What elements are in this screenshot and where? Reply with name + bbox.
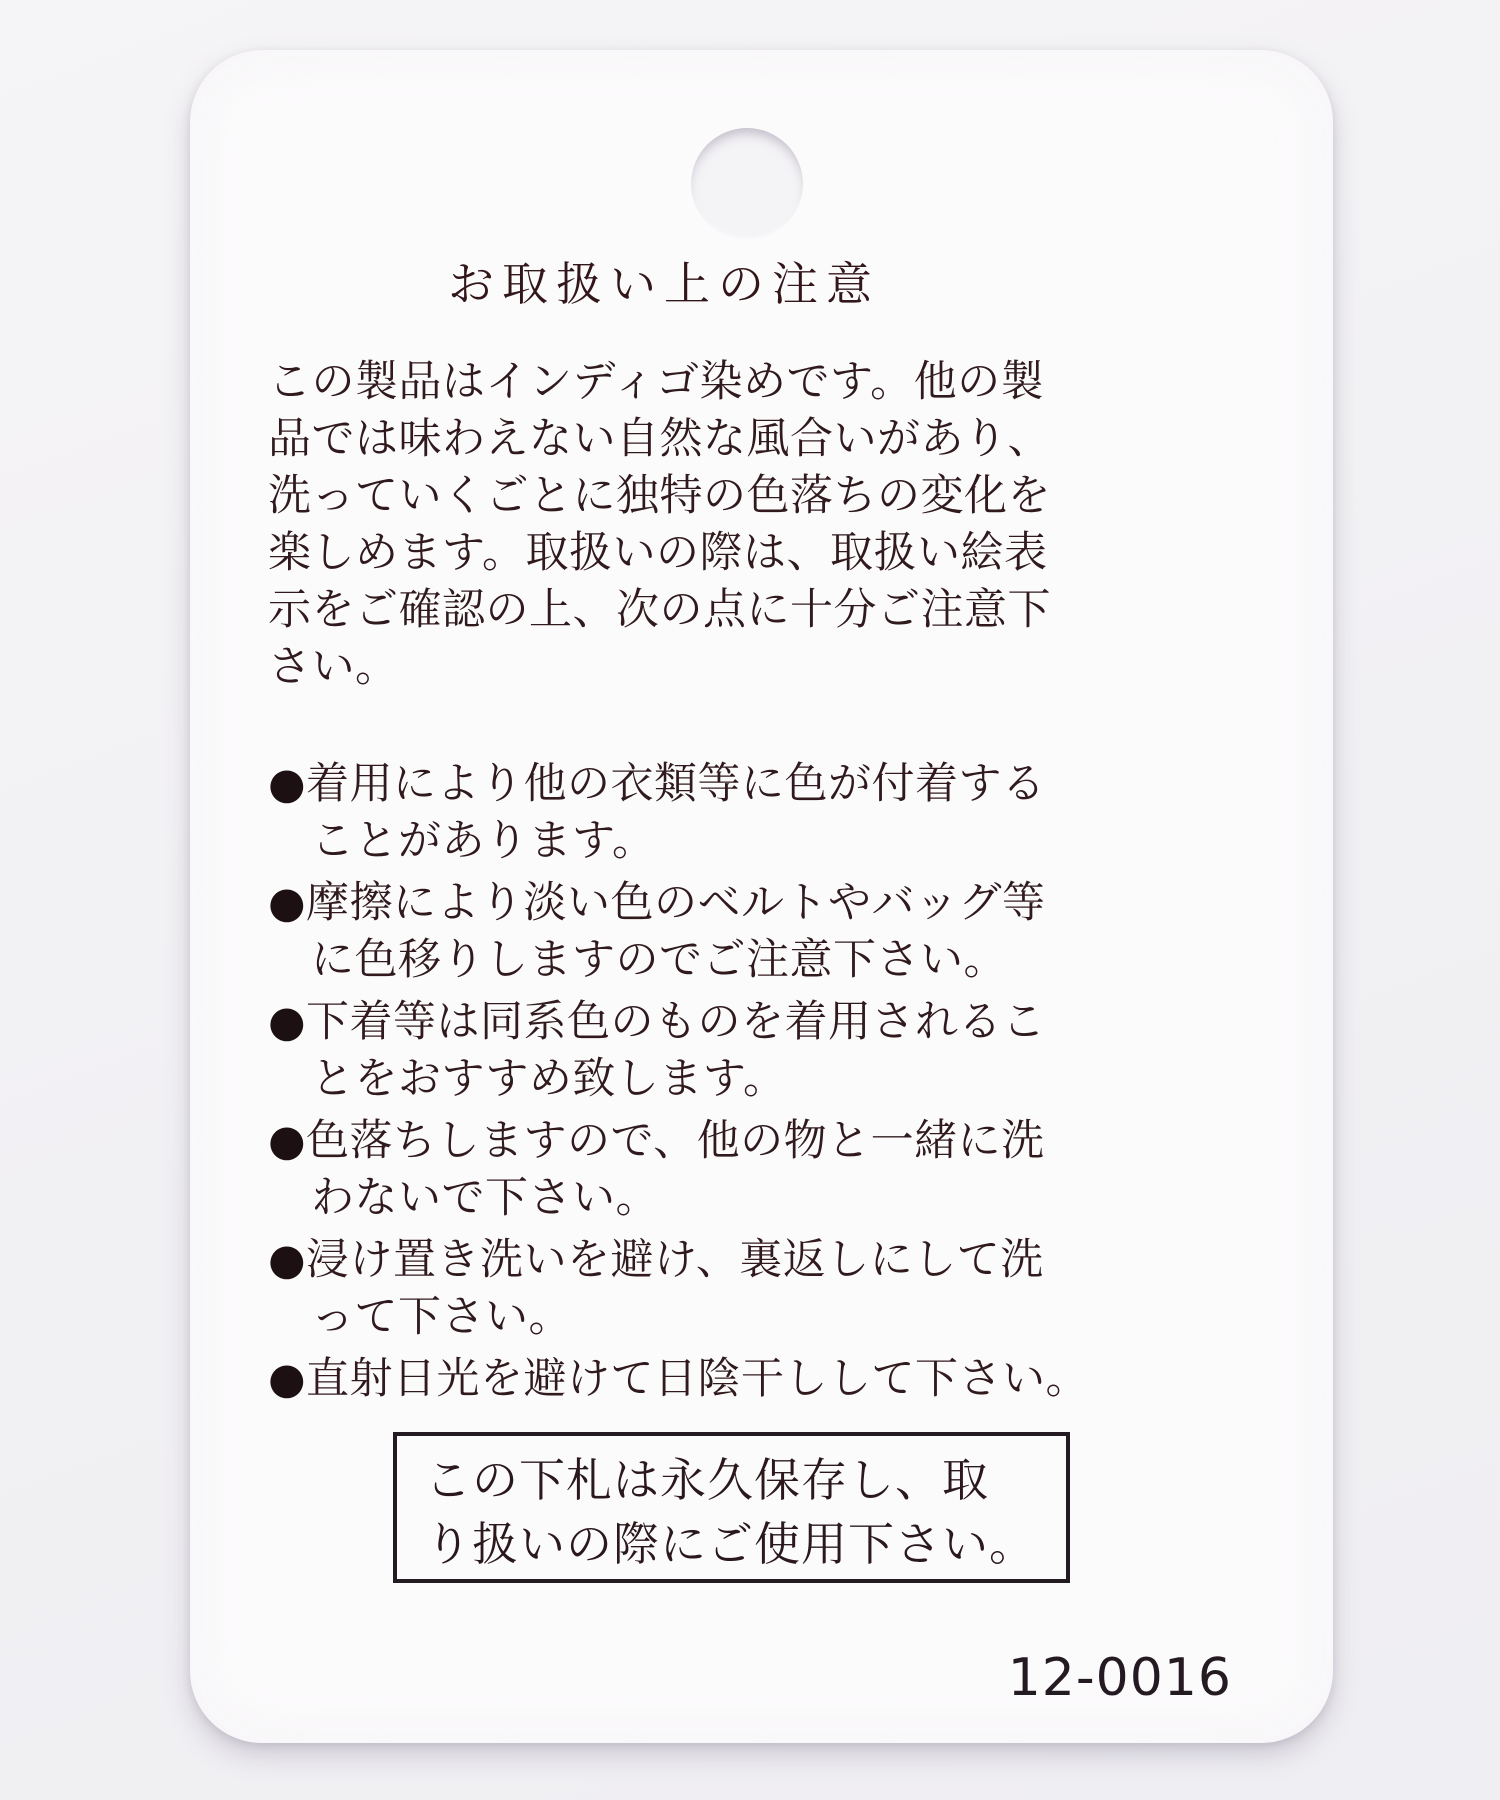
intro-line: 洗っていくごとに独特の色落ちの変化を (268, 471, 1051, 521)
intro-line: 楽しめます。取扱いの際は、取扱い絵表 (268, 528, 1048, 578)
bullet-circle-icon: ● (268, 878, 307, 928)
bullet-line (268, 756, 1060, 813)
bullet-text: 浸け置き洗いを避け、裏返しにして洗 (306, 1235, 1044, 1285)
intro-line: この製品はインディゴ染めです。他の製 (268, 357, 1045, 407)
bullet-item (268, 1113, 1060, 1227)
tag-content (268, 248, 1090, 1408)
bullet-line (268, 1232, 1060, 1289)
bullet-circle-icon: ● (268, 1116, 307, 1166)
intro-line: 示をご確認の上、次の点に十分ご注意下 (268, 585, 1051, 635)
bullet-line (268, 1351, 1090, 1408)
product-code: 12-0016 (1007, 1648, 1232, 1708)
bullet-item (268, 1232, 1060, 1346)
notice-line: り扱いの際にご使用下さい。 (425, 1517, 1036, 1571)
retention-notice-box (393, 1432, 1070, 1583)
bullet-line: って下さい。 (311, 1292, 572, 1342)
bullet-line: わないで下さい。 (311, 1173, 659, 1223)
bullet-circle-icon: ● (268, 759, 307, 809)
bullet-item (268, 1351, 1090, 1408)
notice-line: この下札は永久保存し、取 (425, 1453, 989, 1507)
bullet-circle-icon: ● (268, 1235, 307, 1285)
bullet-circle-icon: ● (268, 1354, 307, 1404)
bullet-text: 色落ちしますので、他の物と一緒に洗 (306, 1116, 1045, 1166)
bullet-item (268, 756, 1060, 870)
bullet-line: に色移りしますのでご注意下さい。 (311, 935, 1007, 985)
bullet-line (268, 875, 1060, 932)
bullet-text: 直射日光を避けて日陰干しして下さい。 (306, 1354, 1090, 1404)
bullet-line: ことがあります。 (311, 816, 656, 866)
bullet-line: とをおすすめ致します。 (311, 1054, 787, 1104)
tag-title: お取扱い上の注意 (448, 257, 880, 311)
bullet-item (268, 994, 1060, 1108)
intro-paragraph (268, 354, 1060, 696)
bullet-line (268, 994, 1060, 1051)
bullet-circle-icon: ● (268, 997, 307, 1047)
punch-hole (691, 128, 803, 240)
bullet-text: 下着等は同系色のものを着用されるこ (306, 997, 1046, 1047)
bullet-line (268, 1113, 1060, 1170)
bullet-text: 摩擦により淡い色のベルトやバッグ等 (306, 878, 1046, 928)
care-tag-card (190, 50, 1333, 1743)
bullet-item (268, 875, 1060, 989)
intro-line: さい。 (268, 642, 399, 692)
intro-line: 品では味わえない自然な風合いがあり、 (268, 414, 1051, 464)
bullet-text: 着用により他の衣類等に色が付着する (306, 759, 1046, 809)
